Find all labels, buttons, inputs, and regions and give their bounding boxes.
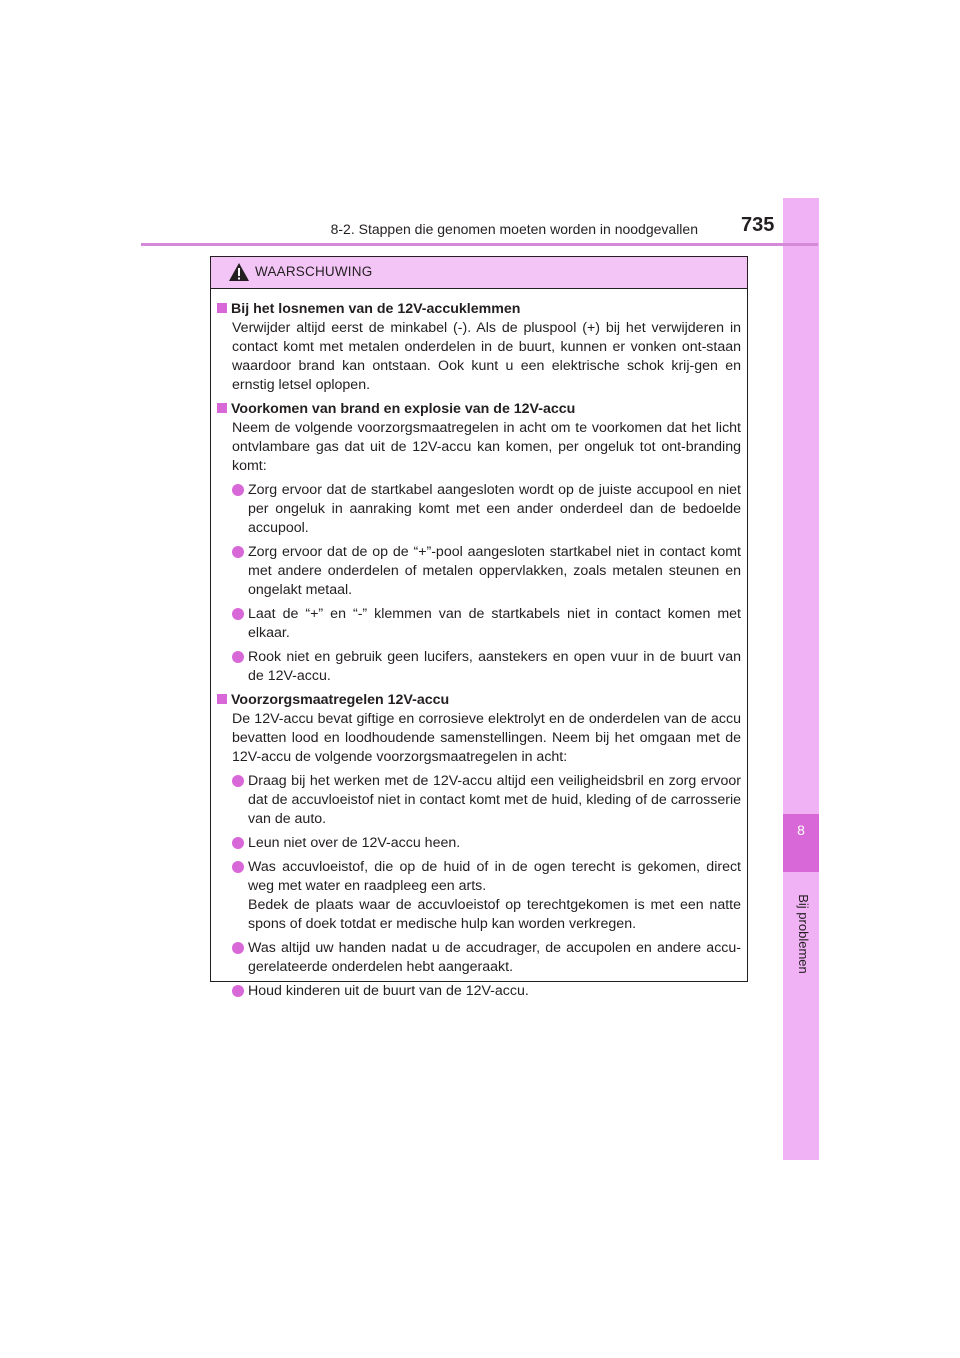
list-item-text-extra: Bedek de plaats waar de accuvloeistof op terechtgekomen is met een natte spons of doek totdat er medische hulp kan worden verkregen. bbox=[248, 897, 741, 932]
section-heading-text: Bij het losnemen van de 12V-accuklemmen bbox=[231, 301, 521, 317]
section-header-title: 8-2. Stappen die genomen moeten worden in noodgevallen bbox=[330, 221, 698, 237]
square-bullet-icon bbox=[217, 694, 227, 704]
round-bullet-icon bbox=[232, 651, 244, 663]
list-item: Houd kinderen uit de buurt van de 12V-accu. bbox=[232, 982, 741, 1001]
list-item: Leun niet over de 12V-accu heen. bbox=[232, 834, 741, 853]
section-body: Verwijder altijd eerst de minkabel (-). Als de pluspool (+) bij het verwijderen in contact komt met metalen onderdelen in de buurt, kunnen er vonken ont-staan waardoor brand kan ontstaan. Ook kunt u een elektrische schok krij-gen en ernstig letsel oplopen. bbox=[232, 320, 741, 393]
chapter-label: Bij problemen bbox=[796, 894, 811, 974]
section-heading bbox=[217, 400, 741, 419]
warning-header bbox=[211, 257, 747, 289]
list-item bbox=[232, 858, 741, 934]
section-body: Neem de volgende voorzorgsmaatregelen in acht om te voorkomen dat het licht ontvlambare gas dat uit de 12V-accu kan komen, per ongeluk tot ont-branding komt: bbox=[232, 420, 741, 474]
section-heading bbox=[217, 300, 741, 319]
list-item: Laat de “+” en “-” klemmen van de startkabels niet in contact komen met elkaar. bbox=[232, 605, 741, 643]
warning-section bbox=[217, 691, 741, 1001]
section-body: De 12V-accu bevat giftige en corrosieve elektrolyt en de onderdelen van de accu bevatten lood en loodhoudende samenstellingen. Neem bij het omgaan met de 12V-accu de volgende voorzorgsmaatregelen in acht: bbox=[232, 711, 741, 765]
section-heading-text: Voorkomen van brand en explosie van de 12V-accu bbox=[231, 401, 576, 417]
chapter-side-tab bbox=[783, 198, 819, 1160]
section-heading-text: Voorzorgsmaatregelen 12V-accu bbox=[231, 692, 450, 708]
list-item: Draag bij het werken met de 12V-accu altijd een veiligheidsbril en zorg ervoor dat de accuvloeistof niet in contact komt met de huid, kleding of de carrosserie van de auto. bbox=[232, 772, 741, 829]
list-item: Zorg ervoor dat de op de “+”-pool aangesloten startkabel niet in contact komt met andere onderdelen of metalen oppervlakken, zoals metalen steunen en ongelakt metaal. bbox=[232, 543, 741, 600]
round-bullet-icon bbox=[232, 837, 244, 849]
round-bullet-icon bbox=[232, 484, 244, 496]
square-bullet-icon bbox=[217, 403, 227, 413]
round-bullet-icon bbox=[232, 546, 244, 558]
header-divider bbox=[141, 243, 818, 246]
page-number: 735 bbox=[741, 214, 775, 236]
square-bullet-icon bbox=[217, 303, 227, 313]
round-bullet-icon bbox=[232, 942, 244, 954]
list-item: Rook niet en gebruik geen lucifers, aanstekers en open vuur in de buurt van de 12V-accu. bbox=[232, 648, 741, 686]
list-item-text: Was accuvloeistof, die op de huid of in de ogen terecht is gekomen, direct weg met water en raadpleeg een arts. bbox=[248, 859, 741, 894]
warning-section bbox=[217, 300, 741, 395]
warning-content bbox=[211, 289, 747, 1001]
round-bullet-icon bbox=[232, 775, 244, 787]
warning-title: WAARSCHUWING bbox=[255, 264, 373, 279]
list-item: Zorg ervoor dat de startkabel aangesloten wordt op de juiste accupool en niet per ongeluk in aanraking komt met een ander onderdeel dan de bedoelde accupool. bbox=[232, 481, 741, 538]
round-bullet-icon bbox=[232, 861, 244, 873]
chapter-number: 8 bbox=[797, 822, 805, 838]
list-item: Was altijd uw handen nadat u de accudrager, de accupolen en andere accu-gerelateerde onderdelen hebt aangeraakt. bbox=[232, 939, 741, 977]
round-bullet-icon bbox=[232, 608, 244, 620]
warning-section bbox=[217, 400, 741, 686]
warning-triangle-icon bbox=[228, 262, 250, 282]
warning-box bbox=[210, 256, 748, 999]
section-heading bbox=[217, 691, 741, 710]
round-bullet-icon bbox=[232, 985, 244, 997]
